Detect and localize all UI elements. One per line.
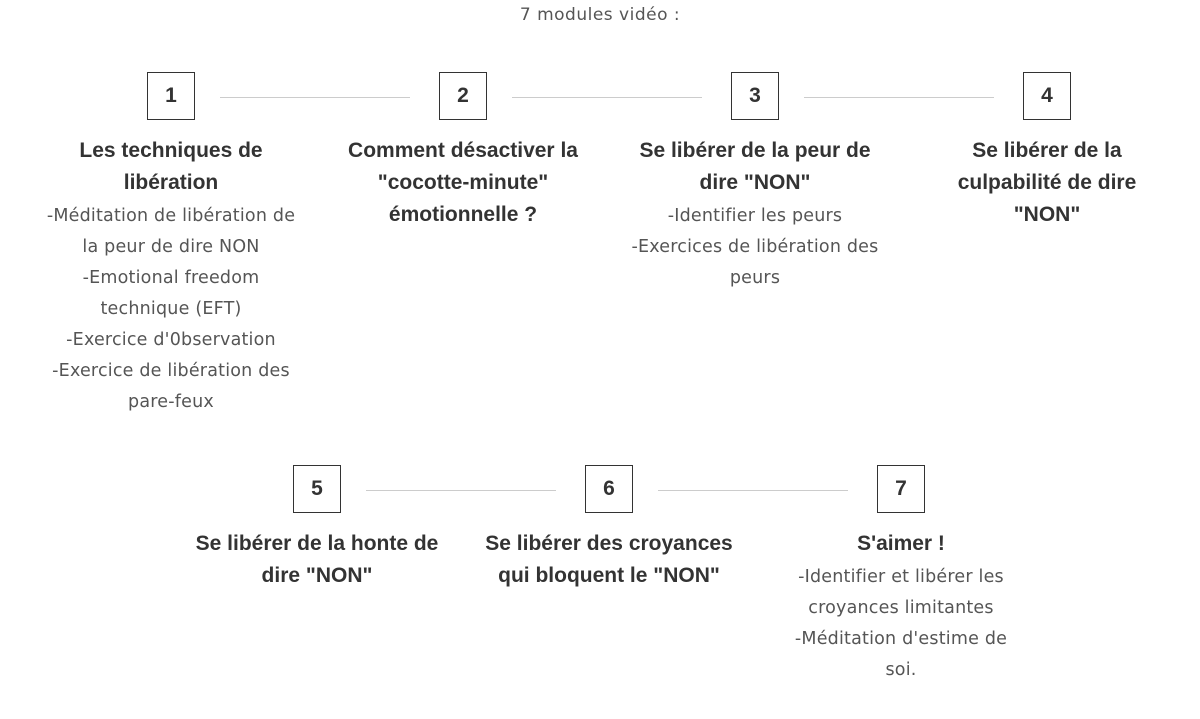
step-description <box>26 201 316 418</box>
description-line: -Exercice d'0bservation <box>66 330 276 350</box>
module-step-7 <box>756 465 1046 686</box>
step-title: Se libérer de la peur de dire "NON" <box>639 139 871 194</box>
step-title: S'aimer ! <box>857 532 945 555</box>
step-title: Se libérer de la honte de dire "NON" <box>195 532 439 587</box>
step-title: Se libérer des croyances qui bloquent le "NON" <box>485 532 733 587</box>
description-line: -Identifier et libérer les croyances limitantes <box>798 567 1004 618</box>
step-number: 2 <box>439 72 487 120</box>
step-title: Comment désactiver la "cocotte-minute" émotionnelle ? <box>348 139 578 226</box>
step-description <box>610 201 900 294</box>
module-step-6 <box>464 465 754 592</box>
description-line: -Méditation d'estime de soi. <box>794 629 1008 680</box>
step-title: Se libérer de la culpabilité de dire "NON" <box>957 139 1137 226</box>
step-number: 5 <box>293 465 341 513</box>
description-line: -Emotional freedom technique (EFT) <box>82 268 260 319</box>
module-step-1 <box>26 72 316 418</box>
step-number: 7 <box>877 465 925 513</box>
module-step-4 <box>902 72 1192 231</box>
module-step-5 <box>172 465 462 592</box>
step-number: 1 <box>147 72 195 120</box>
description-line: -Exercices de libération des peurs <box>631 237 879 288</box>
step-number: 3 <box>731 72 779 120</box>
description-line: -Exercice de libération des pare-feux <box>52 361 290 412</box>
section-heading: 7 modules vidéo : <box>519 5 681 25</box>
step-title: Les techniques de libération <box>79 139 263 194</box>
module-step-2 <box>318 72 608 231</box>
step-description <box>756 562 1046 686</box>
step-number: 4 <box>1023 72 1071 120</box>
description-line: -Identifier les peurs <box>667 206 843 226</box>
module-step-3 <box>610 72 900 294</box>
description-line: -Méditation de libération de la peur de dire NON <box>46 206 296 257</box>
step-number: 6 <box>585 465 633 513</box>
